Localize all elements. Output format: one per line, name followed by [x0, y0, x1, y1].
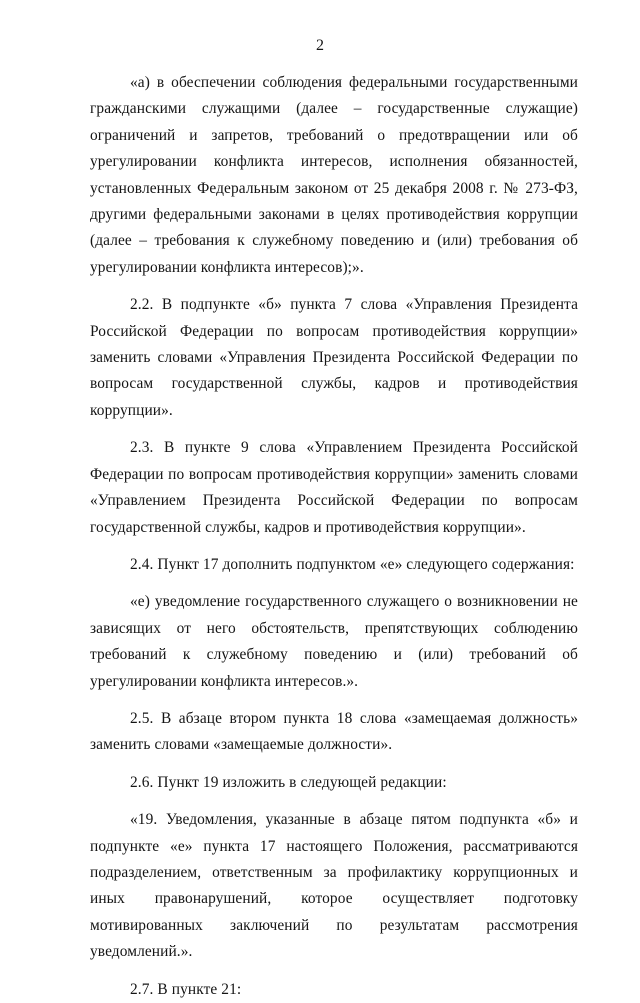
paragraph-2-4: 2.4. Пункт 17 дополнить подпунктом «е» следующего содержания: — [130, 555, 575, 573]
paragraph-subitem-e: «е) уведомление государственного служащего о возникновении не зависящих от него обстоятельств, препятствующих соблюдению требований к служебному поведению и (или) требований об урегулировании конфликта интересов.». — [90, 593, 578, 690]
paragraph-2-3: 2.3. В пункте 9 слова «Управлением Президента Российской Федерации по вопросам противодействия коррупции» заменить словами «Управлением Президента Российской Федерации по вопросам государственной службы, кадров и противодействия коррупции». — [90, 439, 578, 536]
document-body — [90, 70, 578, 1003]
page-number: 2 — [316, 37, 324, 54]
paragraph-item-19: «19. Уведомления, указанные в абзаце пятом подпункта «б» и подпункте «е» пункта 17 настоящего Положения, рассматриваются подразделением, ответственным за профилактику коррупционных и иных правонарушений, которое осуществляет подготовку мотивированных заключений по результатам рассмотрения уведомлений.». — [90, 811, 578, 961]
paragraph-subitem-a: «а) в обеспечении соблюдения федеральными государственными гражданскими служащими (далее – государственные служащие) ограничений и запретов, требований о предотвращении или об урегулировании конфликта интересов, исполнения обязанностей, установленных Федеральным законом от 25 декабря 2008 г. № 273-ФЗ, другими федеральными законами в целях противодействия коррупции (далее – требования к служебному поведению и (или) требования об урегулировании конфликта интересов);». — [90, 74, 578, 276]
paragraph-2-2: 2.2. В подпункте «б» пункта 7 слова «Управления Президента Российской Федерации по вопросам противодействия коррупции» заменить словами «Управления Президента Российской Федерации по вопросам государственной службы, кадров и противодействия коррупции». — [90, 296, 578, 419]
paragraph-2-5: 2.5. В абзаце втором пункта 18 слова «замещаемая должность» заменить словами «замещаемые должности». — [90, 709, 578, 754]
paragraph-2-6: 2.6. Пункт 19 изложить в следующей редакции: — [130, 773, 447, 791]
paragraph-2-7: 2.7. В пункте 21: — [130, 980, 242, 998]
